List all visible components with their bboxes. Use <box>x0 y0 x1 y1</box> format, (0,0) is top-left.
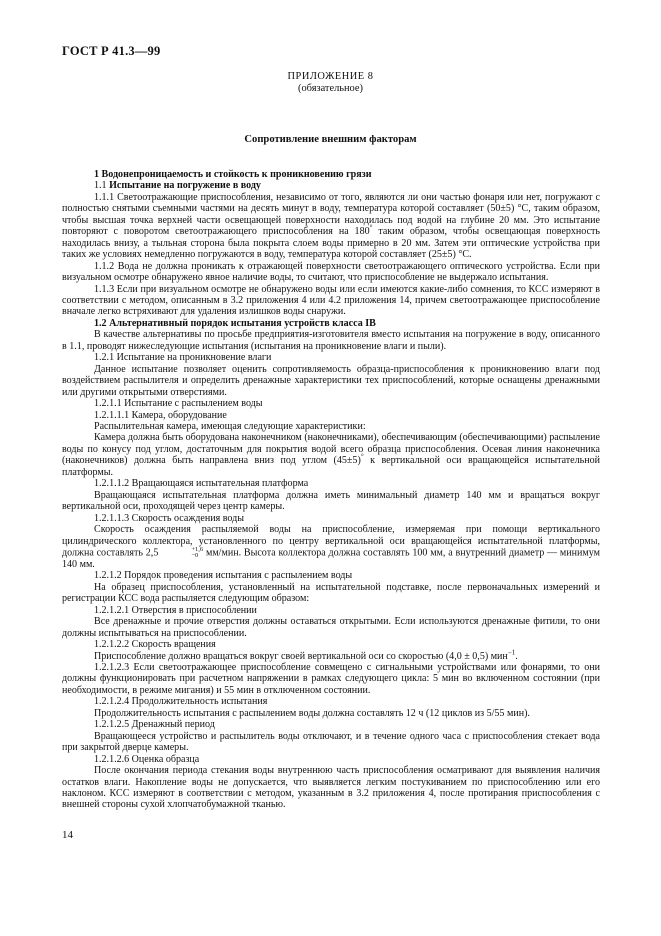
tolerance-upper: +1,6 <box>191 545 204 553</box>
section-heading-text: 1 Водонепроницаемость и стойкость к проникновению грязи <box>94 169 372 180</box>
clause-heading: 1.2.1.1.2 Вращающаяся испытательная платформа <box>94 478 309 490</box>
page-title: Сопротивление внешним факторам <box>244 134 417 145</box>
superscript: ° <box>369 223 373 232</box>
clause-heading: 1.2.1.2.5 Дренажный период <box>94 719 215 731</box>
document-body <box>62 169 600 811</box>
paragraph: На образец приспособления, установленный на испытательной подставке, после первоначальных измерений и регистрации КСС вода распыляется следующим образом: <box>62 581 600 605</box>
document-code-header: ГОСТ Р 41.3—99 <box>62 44 161 58</box>
text-run: Скорость осаждения распыляемой воды на приспособление, измеряемая при помощи вертикального цилиндрического коллектора, установленного по центру вертикальной оси вращающейся испытательной платформы, должна составлять 2,5 <box>62 524 600 559</box>
paragraph <box>62 524 600 570</box>
clause-heading: 1.2.1 Испытание на проникновение влаги <box>94 352 272 364</box>
text-run: Приспособление должно вращаться вокруг своей вертикальной оси со скоростью (4,0 ± 0,5) мин <box>94 650 508 662</box>
paragraph: Продолжительность испытания с распылением воды должна составлять 12 ч (12 циклов из 5/55 мин). <box>94 707 530 719</box>
paragraph: 1.2.1.2.3 Если светоотражающее приспособление совмещено с сигнальными устройствами или фонарями, то они должны функционировать при расчетном напряжении в рамках следующего цикла: 5 мин во включенном состоянии (при необходимости, в режиме мигания) и 55 мин в отключенном состоянии. <box>62 662 600 696</box>
superscript: ° <box>360 452 364 461</box>
subsection-title: 1.2 Альтернативный порядок испытания устройств класса IB <box>94 317 376 329</box>
section-heading <box>62 169 600 180</box>
clause-heading: 1.2.1.2.4 Продолжительность испытания <box>94 696 268 708</box>
paragraph: 1.1.3 Если при визуальном осмотре не обнаружено воды или если имеются какие-либо сомнения, то КСС измеряют в соответствии с методом, описанным в 3.2 приложения 4 или 4.2 приложения 14, причем светоотражающее приспособление вначале легко встряхивают для удаления излишков воды снаружи. <box>62 283 600 318</box>
paragraph <box>62 432 600 478</box>
subsection-heading <box>62 318 600 329</box>
paragraph: Распылительная камера, имеющая следующие характеристики: <box>94 420 366 432</box>
paragraph: Данное испытание позволяет оценить сопротивляемость образца-приспособления к проникновению влаги под воздействием распылителя и определить дренажные характеристики тех приспособлений, которые оснащены дренажными или другими открытыми отверстиями. <box>62 363 600 398</box>
subsection-number: 1.1 <box>94 180 110 192</box>
appendix-label: ПРИЛОЖЕНИЕ 8 <box>287 71 374 82</box>
clause-heading: 1.2.1.2 Порядок проведения испытания с распылением воды <box>94 570 353 582</box>
paragraph <box>62 192 600 261</box>
paragraph: В качестве альтернативы по просьбе предприятия-изготовителя вместо испытания на погружение в воду, описанного в 1.1, проводят нижеследующие испытания (испытания на проникновение влаги и пыли). <box>62 329 600 352</box>
text-run: 1.1.1 Светоотражающие приспособления, независимо от того, являются ли они частью фонаря или нет, погружают с полностью снятыми съемными частями на десять минут в воду, температура которой составляет (50±5) °C, таким образом, чтобы высшая точка верхней части освещающей поверхности находилась под водой на глубине 20 мм. Это испытание повторяют с поворотом светоотражающего приспособления на 180 <box>62 191 600 238</box>
paragraph: После окончания периода стекания воды внутреннюю часть приспособления осматривают для выявления наличия остатков влаги. Накопление воды не допускается, что выявляется легким постукиванием по приспособлению или его наклоном. КСС измеряют в соответствии с методом, указанным в 3.2 приложения 4, после протирания приспособления с внешней стороны сухой хлопчатобумажной тканью. <box>62 765 600 811</box>
text-run: . <box>515 650 518 662</box>
text-run: таким образом, чтобы освещающая поверхность находилась внизу, а тыльная сторона была покрыта слоем воды примерно в 20 мм. Затем эти оптические устройства при таких же условиях немедленно погружаются в воду, температура которой составляет (25±5) °C. <box>62 226 600 261</box>
clause-heading: 1.2.1.2.6 Оценка образца <box>94 753 200 765</box>
paragraph: Вращающееся устройство и распылитель воды отключают, и в течение одного часа с приспособления стекает вода при закрытой дверце камеры. <box>62 730 600 754</box>
paragraph <box>62 648 600 662</box>
paragraph: 1.1.2 Вода не должна проникать к отражающей поверхности светоотражающего оптического устройства. Если при визуальном осмотре обнаружено явное наличие воды, то считают, что приспособление не выдержало испытания. <box>62 260 600 284</box>
paragraph: Все дренажные и прочие отверстия должны оставаться открытыми. Если используются дренажные фитили, то они должны испытываться на приспособлении. <box>62 616 600 639</box>
text-run: Камера должна быть оборудована наконечником (наконечниками), обеспечивающим (обеспечивающими) распыление воды по конусу под углом, достаточным для покрытия водой всего образца приспособления. Осевая линия наконечника (наконечников) должна быть направлена вниз под углом (45±5) <box>62 432 600 467</box>
tolerance-lower: −0 <box>191 551 199 559</box>
appendix-status: (обязательное) <box>298 83 363 94</box>
superscript: −1 <box>507 648 516 657</box>
subsection-title: Испытание на погружение в воду <box>109 180 261 192</box>
clause-heading: 1.2.1.1.1 Камера, оборудование <box>94 409 227 421</box>
tolerance <box>159 547 203 559</box>
clause-heading: 1.2.1.1 Испытание с распылением воды <box>94 398 263 410</box>
paragraph: Вращающаяся испытательная платформа должна иметь минимальный диаметр 140 мм и вращаться вокруг вертикальной оси, проходящей через центр камеры. <box>62 489 600 513</box>
clause-heading: 1.2.1.2.1 Отверстия в приспособлении <box>94 604 257 616</box>
subsection-heading <box>62 180 600 191</box>
text-run: к вертикальной оси вращающейся испытательной платформы. <box>62 455 600 478</box>
clause-heading: 1.2.1.2.2 Скорость вращения <box>94 639 216 651</box>
clause-heading: 1.2.1.1.3 Скорость осаждения воды <box>94 512 244 524</box>
text-run: мм/мин. Высота коллектора должна составлять 100 мм, а внутренний диаметр — минимум 140 мм. <box>62 547 600 570</box>
page-number: 14 <box>62 829 73 841</box>
